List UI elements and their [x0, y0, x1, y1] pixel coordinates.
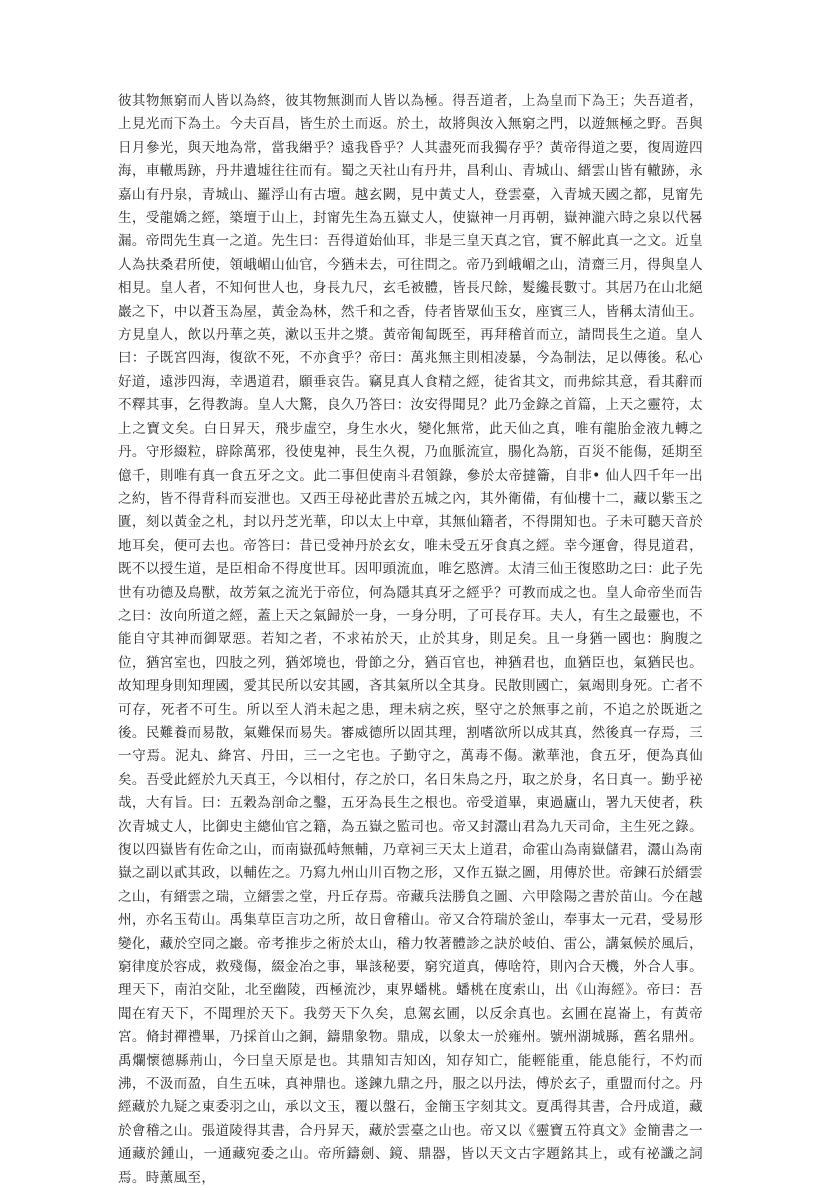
body-text: 彼其物無窮而人皆以為終，彼其物無測而人皆以為極。得吾道者，上為皇而下為王；失吾道者，上見光而下為土。今夫百昌，皆生於土而返。於土，故將與汝入無窮之門，以遊無極之野。吾與日月參光，與天地為常，當我緡乎？遠我昏乎？人其盡死而我獨存乎？黃帝得道之要，復周遊四海，車轍馬跡，丹井遺墟往往而有。蜀之天社山有丹井，昌利山、青城山、縉雲山皆有轍跡，永嘉山有丹泉，青城山、羅浮山有古壇。越玄闕，見中黃丈人，登雲臺，入青城天國之都，見甯先生，受龍嬌之經，築壇于山上，封甯先生為五嶽丈人，使嶽神一月再朝，嶽神瀧六時之泉以代晷漏。帝問先生真一之道。先生曰：吾得道始仙耳，非是三皇天真之官，實不解此真一之文。近皇人為扶桑君所使，領峨嵋山仙官，今猶未去，可往問之。帝乃到峨嵋之山，清齋三月，得與皇人相見。皇人者，不知何世人也，身長九尺，玄毛被體，皆長尺餘，髮纔長數寸。其居乃在山北絕巖之下，中以蒼玉為屋，黃金為林，然千和之香，侍者皆眾仙玉女，座賓三人，皆稱太清仙王。方見皇人，飲以丹華之英，漱以玉井之漿。黃帝匍匐既至，再拜稽首而立，請問長生之道。皇人曰：子既宮四海，復欲不死，不亦貪乎？帝曰：萬兆無主則相凌暴，今為制法，足以傳後。私心好道，遠涉四海，幸遇道君，願垂哀告。竊見真人食精之經，徒省其文，而弗綜其意，看其辭而不釋其事，乞得教誨。皇人大驚，良久乃答曰：汝安得聞見？此乃金錄之首篇，上天之靈符，太上之寶文矣。白日昇天，飛步虛空，身生水火，變化無常，此天仙之真，唯有龍胎金液九轉之丹。守形綴粒，辟除萬邪，役使鬼神，長生久視，乃血脈流宣，腸化為筋，百災不能傷，延期至億千，則唯有真一食五牙之文。此二事但使南斗君領錄，參於太帝撻籥，自非• 仙人四千年一出之約，皆不得背科而妄泄也。又西王母祕此書於五城之內，其外衛備，有仙樓十二，藏以紫玉之匱，刻以黃金之札，封以丹芝光華，印以太上中章，其無仙籍者，不得開知也。子未可聽天音於地耳矣，便可去也。帝答曰：昔已受神丹於玄女，唯未受五牙食真之經。幸今運會，得見道君，既不以授生道，是臣相命不得度世耳。因叩頭流血，唯乞愍濟。太清三仙王復愍助之曰：此子先世有功德及鳥獸，故芳氣之流光于帝位，何為隱其真牙之經乎？可教而成之也。皇人命帝坐而告之曰：汝向所道之經，蓋上天之氣歸於一身，一身分明，了可長存耳。夫人，有生之最靈也，不能自守其神而御眾惡。若知之者，不求祐於天，止於其身，則足矣。且一身猶一國也：胸腹之位，猶宮室也，四肢之列，猶郊境也，骨節之分，猶百官也，神猶君也，血猶臣也，氣猶民也。故知理身則知理國，愛其民所以安其國，吝其氣所以全其身。民散則國亡，氣竭則身死。亡者不可存，死者不可生。所以至人消未起之患，理未病之疾，堅守之於無事之前，不追之於既逝之後。民難養而易散，氣難保而易失。審威德所以固其理，割嗜欲所以成其真，然後真一存焉，三一守焉。泥丸、絳宮、丹田，三一之宅也。子勤守之，萬毒不傷。漱華池，食五牙，便為真仙矣。吾受此經於九天真王，今以相付，存之於口，名日朱鳥之丹，取之於身，名日真一。勤乎祕哉，大有旨。曰：五穀為剖命之鑿，五牙為長生之根也。帝受道畢，東過廬山，署九天使者，秩次青城丈人，比御史主總仙官之籍，為五嶽之監司也。帝又封灊山君為九天司命，主生死之錄。復以四嶽皆有佐命之山，而南嶽孤峙無輔，乃章祠三天太上道君，命霍山為南嶽儲君，灊山為南嶽之副以貳其政，以輔佐之。乃寫九州山川百物之形，又作五嶽之圖，用傳於世。帝鍊石於縉雲之山，有縉雲之瑞，立縉雲之堂，丹丘存焉。帝藏兵法勝負之圖、六甲陰陽之書於苗山。今在越州，亦名玉荀山。禹集草臣言功之所，故日會稽山。帝又合符瑞於釜山，奉事太一元君，受易形變化，藏於空同之巖。帝考推步之術於太山，稽力牧著體診之訣於岐伯、雷公，講氣候於風后，窮律度於容成，救殘傷，綴金冶之事，畢該秘要，窮究道真，傳啥符，則內合天機，外合人事。理天下，南泊交阯，北至幽陵，西極流沙，東界蟠桃。蟠桃在度索山，出《山海經》。帝曰：吾聞在宥天下，不聞理於天下。我勞天下久矣，息駕玄圃，以反余真也。玄圃在崑崙上，有黃帝宮。脩封禪禮畢，乃採首山之銅，鑄鼎象物。鼎成，以象太一於雍州。號州湖城縣，舊名鼎州。禹爛懷德縣荊山，今曰皇天原是也。其鼎知吉知凶，知存知亡，能輕能重，能息能行，不灼而沸，不汲而盈，自生五味，真神鼎也。遂鍊九鼎之丹，服之以丹法，傅於玄子，重盟而付之。丹經藏於九疑之東委羽之山，承以文玉，覆以盤石，金簡玉字刻其文。夏禹得其書，合丹成道，藏於會稽之山。張道陵得其書，合丹昇天，藏於雲臺之山也。帝又以《靈寶五符真文》金簡書之一通藏於鍾山，一通藏宛委之山。帝所鑄劍、鏡、鼎器，皆以天文古字題銘其上，或有祕讖之詞焉。時薰風至， [118, 93, 703, 1186]
document-page [118, 90, 703, 1186]
